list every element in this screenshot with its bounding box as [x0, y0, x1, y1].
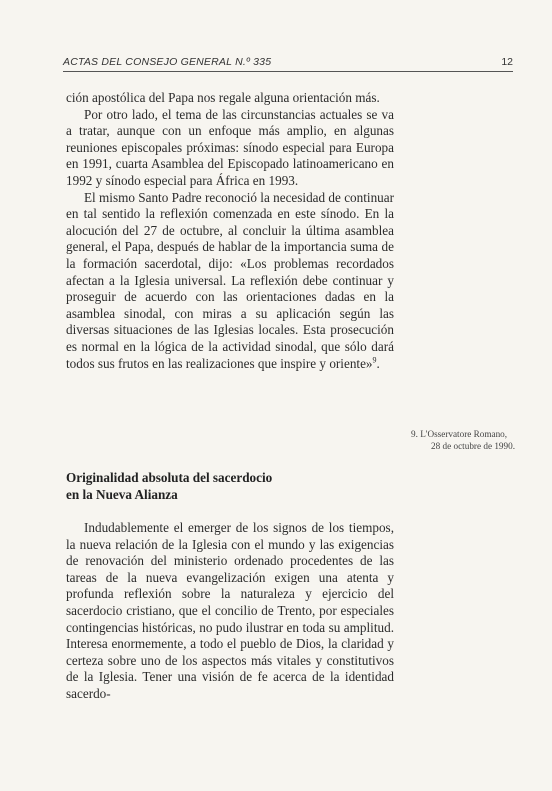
paragraph-3: El mismo Santo Padre reconoció la necesidad de continuar en tal sentido la reflexión comenzada en este sínodo. En la alocución del 27 de octubre, al concluir la última asamblea general, el Papa, después de hablar de la importancia suma de la formación sacerdotal, dijo: «Los problemas recordados afectan a la Iglesia universal. La reflexión debe continuar y proseguir de acuerdo con las orientaciones dadas en la asamblea sinodal, con miras a su aplicación según las diversas situaciones de las Iglesias locales. Esta prosecución es normal en la lógica de la actividad sinodal, que sólo dará todos sus frutos en las realizaciones que inspire y oriente»$^9$.	[66, 189, 394, 371]
section-heading	[66, 469, 396, 503]
footnote-line-2: 28 de octubre de 1990.	[431, 441, 515, 451]
header-title: ACTAS DEL CONSEJO GENERAL N.º 335	[63, 56, 272, 68]
page-number: 12	[501, 56, 513, 68]
section-text	[66, 520, 394, 703]
section-heading-line-2: en la Nueva Alianza	[66, 487, 178, 502]
section-heading-line-1: Originalidad absoluta del sacerdocio	[66, 470, 273, 485]
running-header	[63, 56, 513, 72]
footnote-9	[411, 428, 515, 452]
header-rule	[63, 71, 513, 72]
footnote-line-1: 9. L'Osservatore Romano,	[411, 429, 508, 439]
section-paragraph-1: Indudablemente el emerger de los signos de los tiempos, la nueva relación de la Iglesia con el mundo y las exigencias de renovación del ministerio ordenado procedentes de las tareas de la nueva evangelización exigen una atenta y profunda reflexión sobre la naturaleza y ejercicio del sacerdocio cristiano, que el concilio de Trento, por especiales contingencias históricas, no pudo ilustrar en toda su amplitud. Interesa enormemente, a todo el pueblo de Dios, la claridad y certeza sobre uno de los aspectos más vitales y constitutivos de la Iglesia. Tener una visión de fe acerca de la identidad sacerdo-	[66, 520, 394, 701]
main-text	[66, 90, 394, 372]
footnote-reference[interactable]: 9	[372, 355, 377, 365]
paragraph-2: Por otro lado, el tema de las circunstancias actuales se va a tratar, aunque con un enfoque más amplio, en algunas reuniones episcopales próximas: sínodo especial para Europa en 1991, cuarta Asamblea del Episcopado latinoamericano en 1992 y sínodo especial para África en 1993.	[66, 106, 394, 188]
paragraph-1: ción apostólica del Papa nos regale alguna orientación más.	[66, 90, 380, 105]
paragraph-3-text: El mismo Santo Padre reconoció la necesidad de continuar en tal sentido la reflexión comenzada en este sínodo. En la alocución del 27 de octubre, al concluir la última asamblea general, el Papa, después de hablar de la importancia suma de la formación sacerdotal, dijo: «Los problemas recordados afectan a la Iglesia universal. La reflexión debe continuar y proseguir de acuerdo con las orientaciones dadas en la asamblea sinodal, con miras a su aplicación según las diversas situaciones de las Iglesias locales. Esta prosecución es normal en la lógica de la actividad sinodal, que sólo dará todos sus frutos en las realizaciones que inspire y oriente»	[66, 189, 394, 371]
